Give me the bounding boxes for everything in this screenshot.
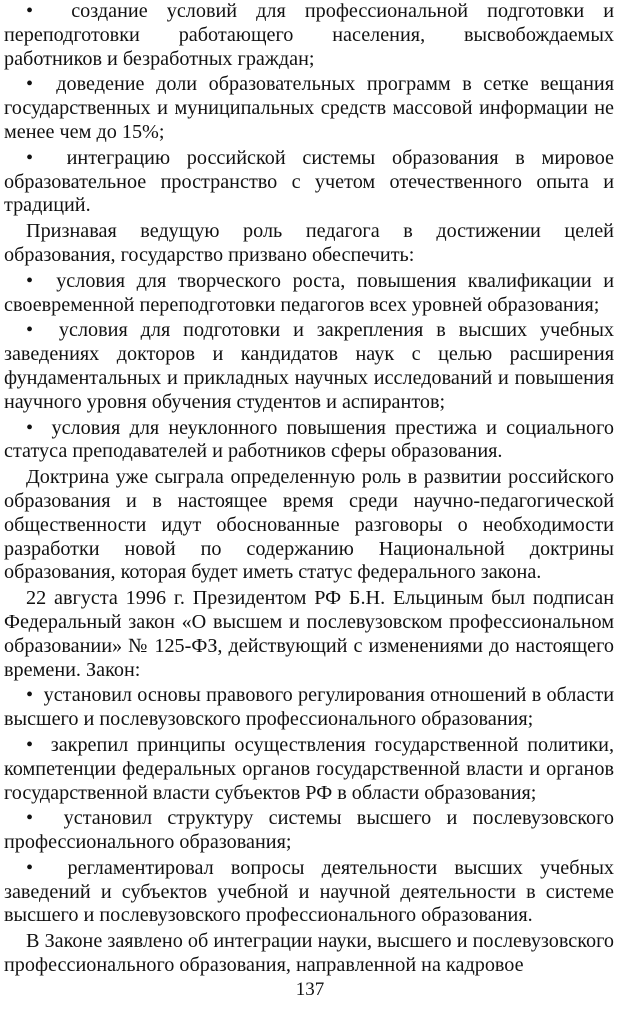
bullet-item bbox=[4, 417, 614, 465]
bullet-item bbox=[4, 73, 614, 144]
bullet-item bbox=[4, 807, 614, 855]
bullet-item bbox=[4, 857, 614, 928]
bullet-item bbox=[4, 319, 614, 414]
text-body bbox=[4, 0, 614, 978]
bullet-glyph: • bbox=[26, 319, 34, 342]
bullet-item bbox=[4, 684, 614, 732]
page-number: 137 bbox=[295, 979, 325, 1000]
bullet-text: установил основы правового регулирования отношений в области высшего и послевузовского профессионального образования; bbox=[4, 684, 615, 731]
paragraph: В Законе заявлено об интеграции науки, высшего и послевузовского профессионального образования, направленной на кадровое bbox=[4, 930, 614, 977]
bullet-text: регламентировал вопросы деятельности высших учебных заведений и субъектов учебной и научной деятельности в системе высшего и послевузовского профессионального образования. bbox=[4, 856, 615, 927]
bullet-text: условия для творческого роста, повышения квалификации и своевременной переподготовки педагогов всех уровней образования; bbox=[4, 269, 615, 316]
paragraph: Признавая ведущую роль педагога в достижении целей образования, государство призвано обеспечить: bbox=[4, 220, 614, 266]
bullet-glyph: • bbox=[26, 269, 34, 292]
bullet-glyph: • bbox=[26, 807, 34, 830]
bullet-glyph: • bbox=[26, 733, 34, 756]
bullet-glyph: • bbox=[26, 416, 34, 439]
bullet-glyph: • bbox=[26, 684, 34, 707]
bullet-text: закрепил принципы осуществления государственной политики, компетенции федеральных органов государственной власти и органов государственной власти субъектов РФ в области образования; bbox=[4, 733, 614, 804]
bullet-text: доведение доли образовательных программ в сетке вещания государственных и муниципальных средств массовой информации не менее чем до 15%; bbox=[4, 73, 615, 143]
bullet-item bbox=[4, 147, 614, 218]
paragraph: 22 августа 1996 г. Президентом РФ Б.Н. Ельциным был подписан Федеральный закон «О высшем и послевузовском профессиональном образовании» № 125-ФЗ, действующий с изменениями до настоящего времени. Закон: bbox=[4, 587, 614, 681]
bullet-text: установил структуру системы высшего и послевузовского профессионального образования; bbox=[4, 807, 615, 854]
bullet-text: интеграцию российской системы образования в мировое образовательное пространство с учетом отечественного опыта и традиций. bbox=[4, 146, 615, 217]
bullet-text: условия для неуклонного повышения престижа и социального статуса преподавателей и работников сферы образования. bbox=[4, 416, 615, 463]
paragraph: Доктрина уже сыграла определенную роль в развитии российского образования и в настоящее время среди научно-педагогической общественности идут обоснованные разговоры о необходимости разработки новой по содержанию Национальной доктрины образования, которая будет иметь статус федерального закона. bbox=[4, 466, 614, 584]
bullet-glyph: • bbox=[26, 146, 34, 169]
bullet-item bbox=[4, 0, 614, 71]
bullet-glyph: • bbox=[26, 856, 34, 879]
bullet-glyph: • bbox=[26, 0, 34, 22]
bullet-item bbox=[4, 734, 614, 805]
bullet-glyph: • bbox=[26, 73, 34, 96]
bullet-text: создание условий для профессиональной подготовки и переподготовки работающего населения, высвобождаемых работников и безработных граждан; bbox=[4, 0, 615, 70]
bullet-text: условия для подготовки и закрепления в высших учебных заведениях докторов и кандидатов наук с целью расширения фундаментальных и прикладных научных исследований и повышения научного уровня обучения студентов и аспирантов; bbox=[4, 319, 614, 413]
bullet-item bbox=[4, 270, 614, 318]
